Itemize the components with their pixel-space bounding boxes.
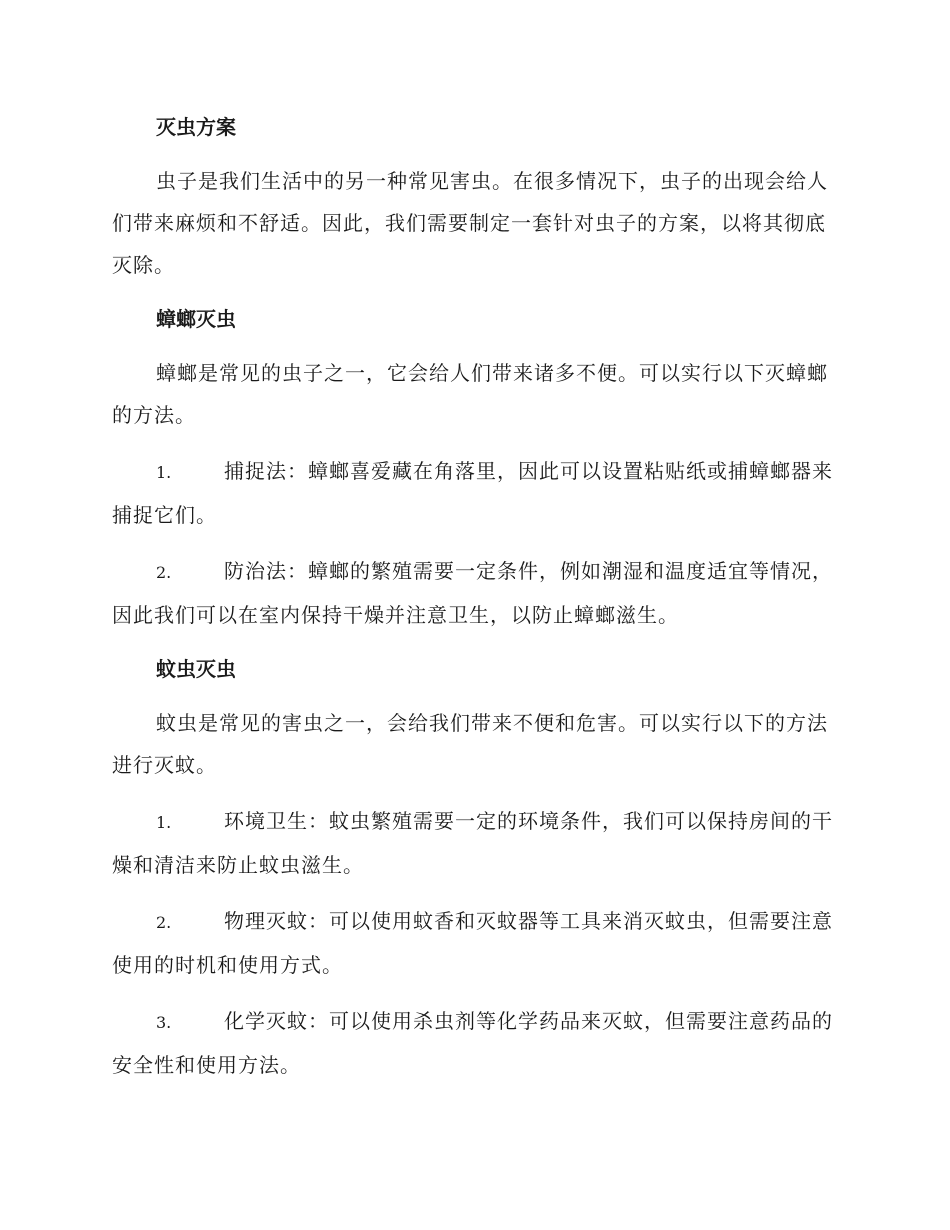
list-item xyxy=(112,550,836,636)
list-number: 1. xyxy=(156,813,172,832)
list-text: 化学灭蚊：可以使用杀虫剂等化学药品来灭蚊，但需要注意药品的安全性和使用方法。 xyxy=(112,1009,833,1077)
document-title: 灭虫方案 xyxy=(156,115,236,139)
list-item xyxy=(112,800,836,886)
list-text: 物理灭蚊：可以使用蚊香和灭蚊器等工具来消灭蚊虫，但需要注意使用的时机和使用方式。 xyxy=(112,909,833,977)
list-text: 捕捉法：蟑螂喜爱藏在角落里，因此可以设置粘贴纸或捕蟑螂器来捕捉它们。 xyxy=(112,459,833,527)
list-text: 环境卫生：蚊虫繁殖需要一定的环境条件，我们可以保持房间的干燥和清洁来防止蚊虫滋生。 xyxy=(112,809,833,877)
list-number: 2. xyxy=(156,563,172,582)
section-cockroach xyxy=(112,300,836,636)
section-heading: 蚊虫灭虫 xyxy=(156,657,236,681)
list-number: 3. xyxy=(156,1013,172,1032)
document-page xyxy=(112,108,836,1100)
list-item xyxy=(112,900,836,986)
list-item xyxy=(112,1000,836,1086)
section-heading: 蟑螂灭虫 xyxy=(156,307,236,331)
section-intro: 蟑螂是常见的虫子之一，它会给人们带来诸多不便。可以实行以下灭蟑螂的方法。 xyxy=(112,361,828,427)
intro-paragraph: 虫子是我们生活中的另一种常见害虫。在很多情况下，虫子的出现会给人们带来麻烦和不舒适。因此，我们需要制定一套针对虫子的方案，以将其彻底灭除。 xyxy=(112,169,828,277)
list-item xyxy=(112,450,836,536)
section-intro: 蚊虫是常见的害虫之一，会给我们带来不便和危害。可以实行以下的方法进行灭蚊。 xyxy=(112,711,828,777)
list-text: 防治法：蟑螂的繁殖需要一定条件，例如潮湿和温度适宜等情况，因此我们可以在室内保持干燥并注意卫生，以防止蟑螂滋生。 xyxy=(112,559,833,627)
section-mosquito xyxy=(112,650,836,1086)
list-number: 2. xyxy=(156,913,172,932)
list-number: 1. xyxy=(156,463,172,482)
